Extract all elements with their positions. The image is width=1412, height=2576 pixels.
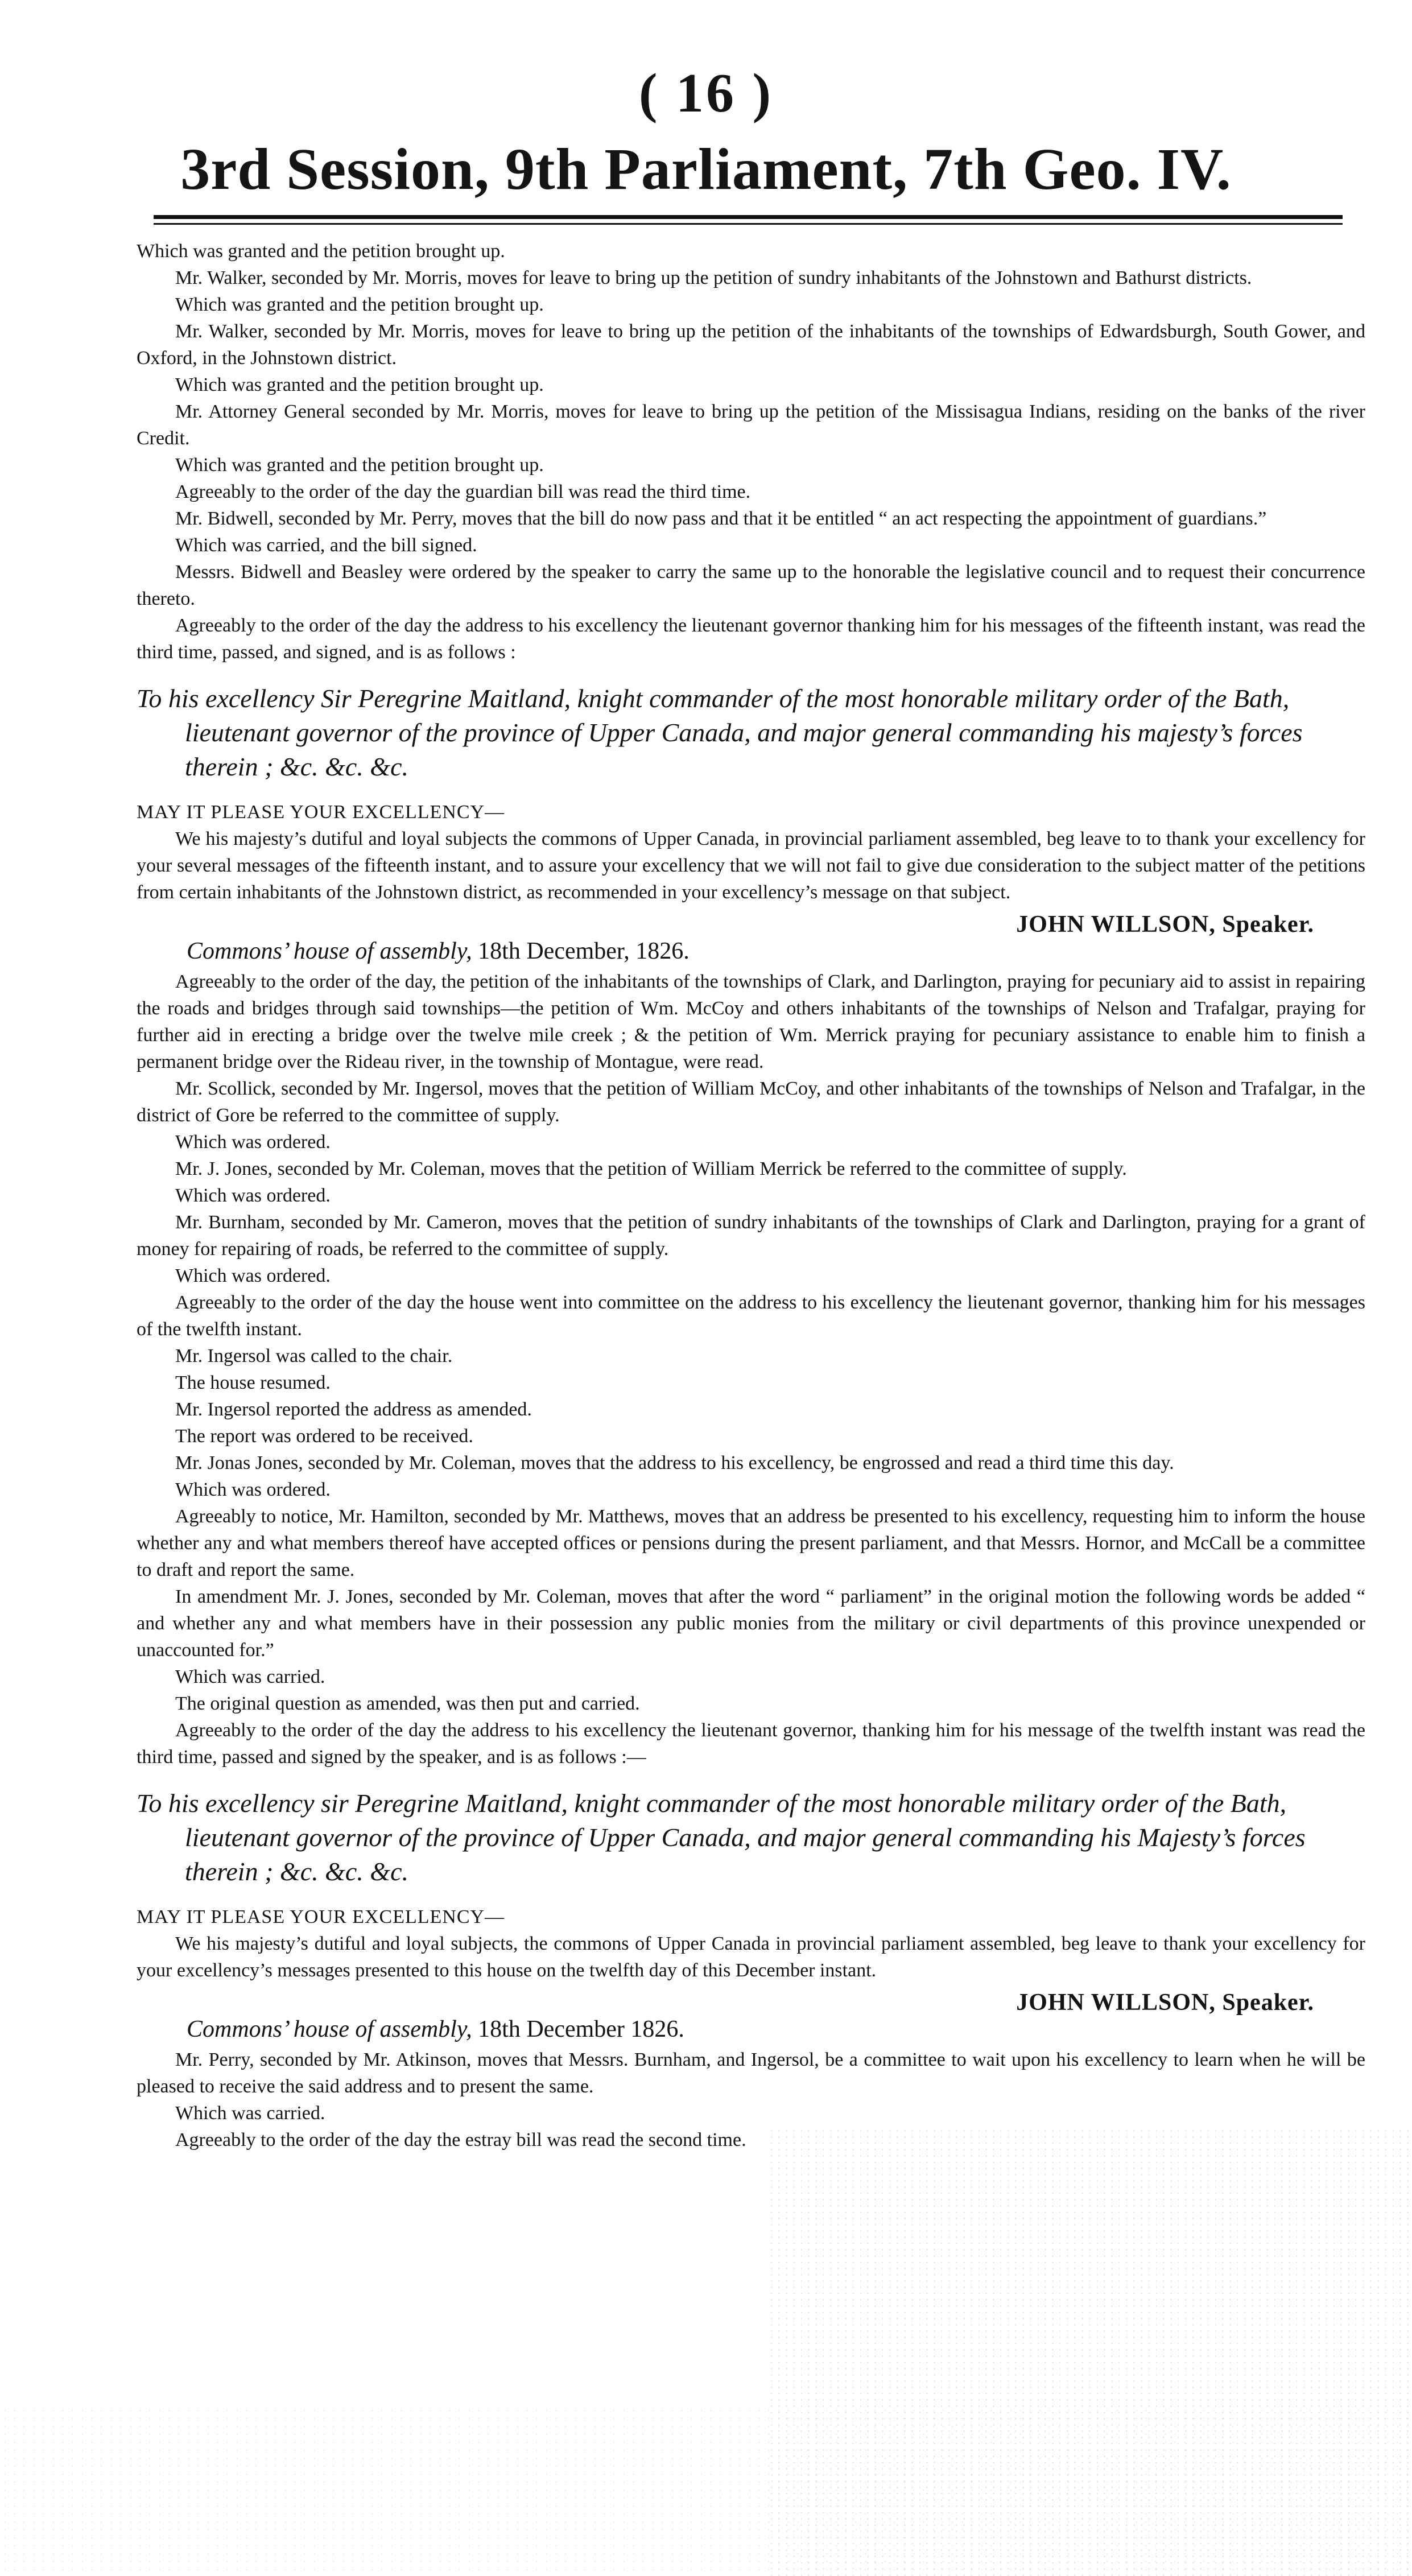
salutation-2: MAY IT PLEASE YOUR EXCELLENCY— xyxy=(137,1906,505,1927)
journal-paragraph: Mr. Bidwell, seconded by Mr. Perry, moves that the bill do now pass and that it be entitled “ an act respecting the appointment of guardians.” xyxy=(175,508,1267,529)
journal-paragraph: Mr. J. Jones, seconded by Mr. Coleman, moves that the petition of William Merrick be referred to the committee of supply. xyxy=(175,1158,1127,1179)
address-heading-1: To his excellency Sir Peregrine Maitland, knight commander of the most honorable military order of the Bath, lieutenant governor of the province of Upper Canada, and major general commanding his majesty’s forces therein ; &c. &c. &c. xyxy=(137,684,1303,781)
journal-paragraph: Agreeably to the order of the day the guardian bill was read the third time. xyxy=(175,481,751,502)
journal-paragraph: Mr. Burnham, seconded by Mr. Cameron, moves that the petition of sundry inhabitants of the townships of Clark and Darlington, praying for a grant of money for repairing of roads, be referred to the committee of supply. xyxy=(137,1212,1365,1260)
signature-1: JOHN WILLSON, Speaker. xyxy=(1016,911,1314,938)
journal-paragraph: Mr. Scollick, seconded by Mr. Ingersol, moves that the petition of William McCoy, and other inhabitants of the townships of Nelson and Trafalgar, in the district of Gore be referred to the committee of supply. xyxy=(137,1078,1365,1126)
journal-paragraph: Mr. Jonas Jones, seconded by Mr. Coleman, moves that the address to his excellency, be engrossed and read a third time this day. xyxy=(175,1452,1174,1473)
journal-paragraph: Which was ordered. xyxy=(175,1479,331,1500)
journal-paragraph: The original question as amended, was then put and carried. xyxy=(175,1693,640,1714)
dateline-2 xyxy=(137,2016,1365,2043)
journal-paragraph: The report was ordered to be received. xyxy=(175,1426,473,1447)
dateline-1-date: 18th December, 1826. xyxy=(478,938,690,964)
journal-paragraph: Mr. Ingersol reported the address as amended. xyxy=(175,1399,532,1420)
journal-paragraph: Which was ordered. xyxy=(175,1132,331,1153)
journal-body xyxy=(137,238,1365,2153)
journal-paragraph: Which was carried, and the bill signed. xyxy=(175,535,477,556)
header-rule-thin xyxy=(154,223,1343,225)
dateline-1 xyxy=(137,938,1365,965)
address-body-1: We his majesty’s dutiful and loyal subjects the commons of Upper Canada, in provincial parliament assembled, beg leave to to thank your excellency for your several messages of the fifteenth instant, and to assure your excellency that we will not fail to give due consideration to the subject matter of the petitions from certain inhabitants of the Johnstown district, as recommended in your excellency’s message on that subject. xyxy=(137,828,1365,903)
header-rule-thick xyxy=(154,215,1343,219)
journal-paragraph: Agreeably to notice, Mr. Hamilton, seconded by Mr. Matthews, moves that an address be presented to his excellency, requesting him to inform the house whether any and what members thereof have accepted offices or pensions during the present parliament, and that Messrs. Hornor, and McCall be a committee to draft and report the same. xyxy=(137,1506,1365,1580)
journal-paragraph: Which was ordered. xyxy=(175,1265,331,1286)
paper-speckle-bottom xyxy=(0,2406,1412,2576)
page-number: ( 16 ) xyxy=(638,63,774,124)
journal-paragraph: In amendment Mr. J. Jones, seconded by Mr. Coleman, moves that after the word “ parliament” in the original motion the following words be added “ and whether any and what members have in their possession any public monies from the military or civil departments of this province unexpended or unaccounted for.” xyxy=(137,1586,1365,1661)
journal-paragraph: Which was ordered. xyxy=(175,1185,331,1206)
journal-paragraph: Mr. Walker, seconded by Mr. Morris, moves for leave to bring up the petition of sundry inhabitants of the Johnstown and Bathurst districts. xyxy=(175,267,1252,288)
signature-2: JOHN WILLSON, Speaker. xyxy=(1016,1989,1314,2016)
journal-paragraph: Mr. Ingersol was called to the chair. xyxy=(175,1345,453,1367)
journal-paragraph: Agreeably to the order of the day the address to his excellency the lieutenant governor thanking him for his messages of the fifteenth instant, was read the third time, passed, and signed, and is as follows : xyxy=(137,615,1365,663)
journal-paragraph: Which was granted and the petition brought up. xyxy=(137,241,505,262)
journal-paragraph: Which was granted and the petition brought up. xyxy=(175,455,544,476)
journal-paragraph: Agreeably to the order of the day the address to his excellency the lieutenant governor, thanking him for his message of the twelfth instant was read the third time, passed and signed by the speaker, and is as follows :— xyxy=(137,1720,1365,1768)
session-header: 3rd Session, 9th Parliament, 7th Geo. IV. xyxy=(180,137,1232,202)
journal-paragraph: Which was granted and the petition brought up. xyxy=(175,294,544,315)
journal-paragraph: Which was carried. xyxy=(175,1666,325,1687)
journal-paragraph: Which was carried. xyxy=(175,2103,325,2124)
journal-paragraph: Which was granted and the petition brought up. xyxy=(175,374,544,395)
journal-paragraph: Agreeably to the order of the day, the petition of the inhabitants of the townships of Clark, and Darlington, praying for pecuniary aid to assist in repairing the roads and bridges through said townships—the petition of Wm. McCoy and others inhabitants of the townships of Nelson and Trafalgar, praying for further aid in erecting a bridge over the twelve mile creek ; & the petition of Wm. Merrick praying for pecuniary assistance to enable him to finish a permanent bridge over the Rideau river, in the township of Montague, were read. xyxy=(137,971,1365,1072)
address-heading-2: To his excellency sir Peregrine Maitland, knight commander of the most honorable military order of the Bath, lieutenant governor of the province of Upper Canada, and major general commanding his Majesty’s forces therein ; &c. &c. &c. xyxy=(137,1789,1306,1886)
journal-paragraph: Mr. Attorney General seconded by Mr. Morris, moves for leave to bring up the petition of the Missisagua Indians, residing on the banks of the river Credit. xyxy=(137,401,1365,449)
journal-paragraph: Messrs. Bidwell and Beasley were ordered by the speaker to carry the same up to the honorable the legislative council and to request their concurrence thereto. xyxy=(137,562,1365,609)
journal-paragraph: Mr. Walker, seconded by Mr. Morris, moves for leave to bring up the petition of the inhabitants of the townships of Edwardsburgh, South Gower, and Oxford, in the Johnstown district. xyxy=(137,321,1365,369)
address-body-2: We his majesty’s dutiful and loyal subjects, the commons of Upper Canada in provincial parliament assembled, beg leave to thank your excellency for your excellency’s messages presented to this house on the twelfth day of this December instant. xyxy=(137,1933,1365,1981)
salutation-1: MAY IT PLEASE YOUR EXCELLENCY— xyxy=(137,802,505,823)
dateline-2-date: 18th December 1826. xyxy=(478,2016,684,2042)
dateline-1-place: Commons’ house of assembly, xyxy=(187,938,472,964)
journal-paragraph: Agreeably to the order of the day the estray bill was read the second time. xyxy=(175,2129,746,2150)
dateline-2-place: Commons’ house of assembly, xyxy=(187,2016,472,2042)
journal-paragraph: The house resumed. xyxy=(175,1372,331,1393)
journal-paragraph: Agreeably to the order of the day the house went into committee on the address to his excellency the lieutenant governor, thanking him for his messages of the twelfth instant. xyxy=(137,1292,1365,1340)
journal-paragraph: Mr. Perry, seconded by Mr. Atkinson, moves that Messrs. Burnham, and Ingersol, be a committee to wait upon his excellency to learn when he will be pleased to receive the said address and to present the same. xyxy=(137,2049,1365,2097)
